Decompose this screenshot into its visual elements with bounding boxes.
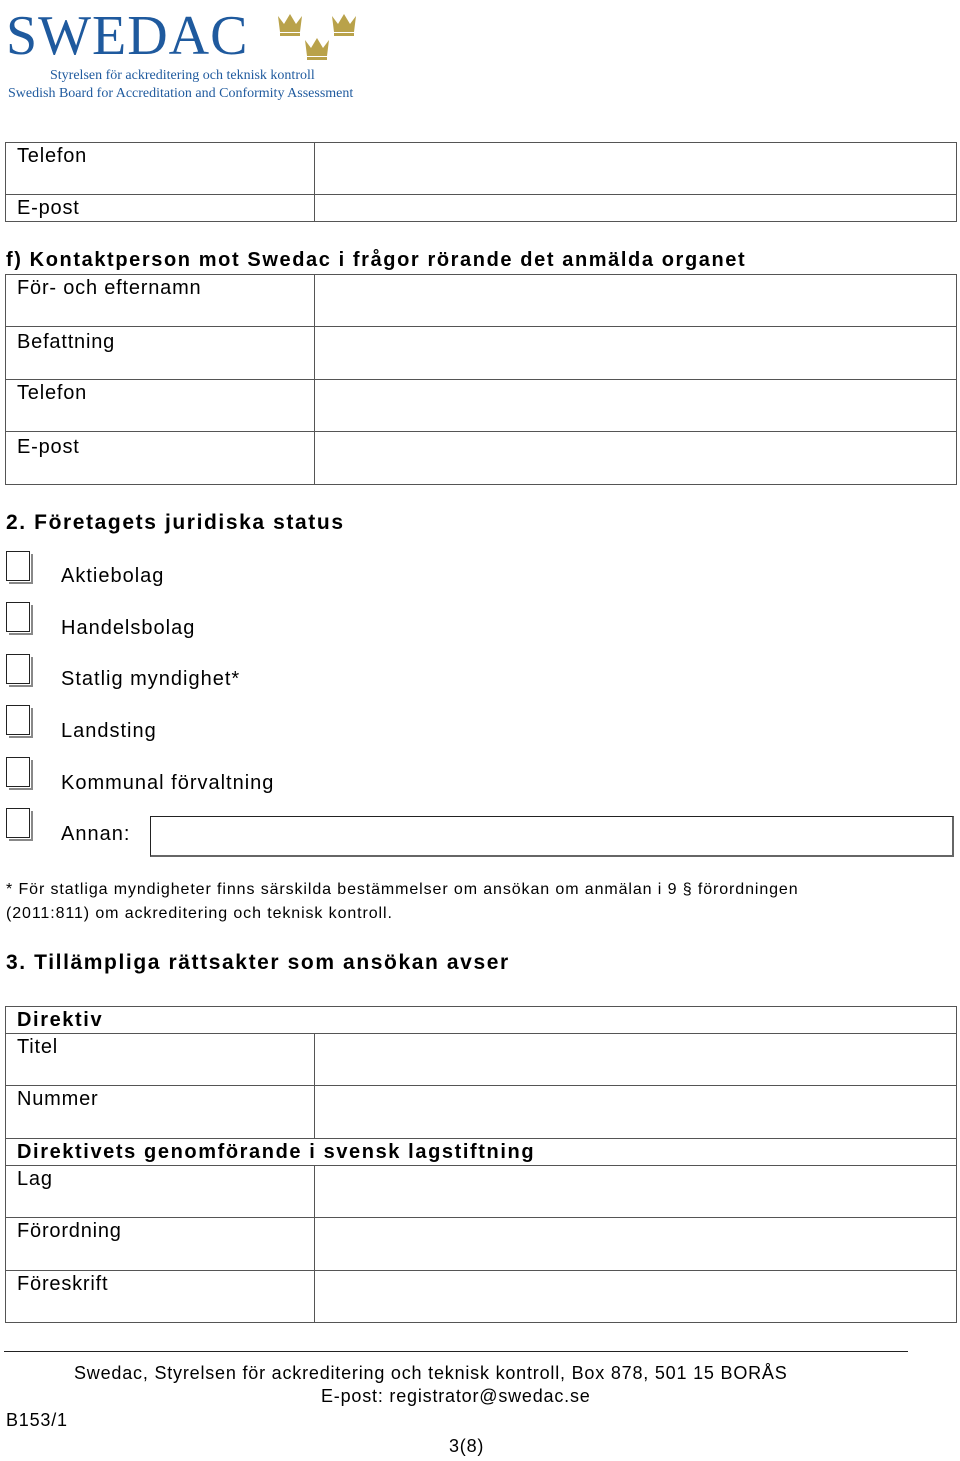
telefon-kontakt-input[interactable] bbox=[315, 380, 956, 431]
option-label: Kommunal förvaltning bbox=[61, 772, 275, 794]
field-label: Lag bbox=[17, 1168, 53, 1190]
annan-input[interactable] bbox=[150, 816, 954, 857]
genomforande-heading: Direktivets genomförande i svensk lagstiftning bbox=[17, 1141, 536, 1163]
nummer-input[interactable] bbox=[315, 1086, 956, 1138]
form-row-telefon-kontakt bbox=[5, 379, 957, 432]
namn-input[interactable] bbox=[315, 275, 956, 326]
form-row-namn bbox=[5, 274, 957, 327]
form-row-foreskrift bbox=[5, 1270, 957, 1323]
foreskrift-input[interactable] bbox=[315, 1271, 956, 1322]
option-label: Handelsbolag bbox=[61, 617, 196, 639]
section-f-heading: f) Kontaktperson mot Swedac i frågor rörande det anmälda organet bbox=[6, 249, 747, 271]
befattning-input[interactable] bbox=[315, 327, 956, 379]
form-row-epost bbox=[5, 194, 957, 222]
genomforande-heading-row bbox=[5, 1138, 957, 1166]
option-label: Statlig myndighet* bbox=[61, 668, 241, 690]
form-row-nummer bbox=[5, 1085, 957, 1139]
field-label: Förordning bbox=[17, 1220, 122, 1242]
form-row-telefon bbox=[5, 142, 957, 195]
option-label: Annan: bbox=[61, 823, 131, 845]
form-row-epost-kontakt bbox=[5, 431, 957, 485]
checkbox-statlig-myndighet[interactable] bbox=[6, 654, 30, 684]
form-code: B153/1 bbox=[6, 1410, 68, 1430]
form-row-titel bbox=[5, 1033, 957, 1086]
field-label: Befattning bbox=[17, 331, 116, 353]
footnote-line-2: (2011:811) om ackreditering och teknisk kontroll. bbox=[6, 905, 393, 922]
forordning-input[interactable] bbox=[315, 1218, 956, 1270]
field-label: E-post bbox=[17, 436, 80, 458]
page-number: 3(8) bbox=[449, 1436, 485, 1456]
section-2-heading: 2. Företagets juridiska status bbox=[6, 511, 345, 534]
logo-subtitle-english: Swedish Board for Accreditation and Conformity Assessment bbox=[8, 86, 354, 101]
section-3-heading: 3. Tillämpliga rättsakter som ansökan avser bbox=[6, 951, 510, 974]
footer-address: Swedac, Styrelsen för ackreditering och teknisk kontroll, Box 878, 501 15 BORÅS bbox=[74, 1363, 788, 1383]
field-label: För- och efternamn bbox=[17, 277, 202, 299]
swedac-logo bbox=[6, 6, 366, 106]
form-row-forordning bbox=[5, 1217, 957, 1271]
form-row-lag bbox=[5, 1165, 957, 1218]
logo-subtitle-swedish: Styrelsen för ackreditering och teknisk kontroll bbox=[50, 68, 315, 83]
three-crowns-icon bbox=[274, 10, 364, 66]
field-label: Telefon bbox=[17, 382, 88, 404]
checkbox-handelsbolag[interactable] bbox=[6, 602, 30, 632]
footer-divider bbox=[4, 1351, 908, 1352]
direktiv-heading-row bbox=[5, 1006, 957, 1034]
field-label: Nummer bbox=[17, 1088, 99, 1110]
footnote-line-1: * För statliga myndigheter finns särskilda bestämmelser om ansökan om anmälan i 9 § förordningen bbox=[6, 881, 799, 898]
field-label: Titel bbox=[17, 1036, 59, 1058]
direktiv-heading: Direktiv bbox=[17, 1009, 104, 1031]
field-label: Telefon bbox=[17, 145, 88, 167]
checkbox-annan[interactable] bbox=[6, 808, 30, 838]
checkbox-landsting[interactable] bbox=[6, 705, 30, 735]
checkbox-kommunal-forvaltning[interactable] bbox=[6, 757, 30, 787]
epost-input[interactable] bbox=[315, 195, 956, 221]
lag-input[interactable] bbox=[315, 1166, 956, 1217]
checkbox-aktiebolag[interactable] bbox=[6, 551, 30, 581]
option-label: Landsting bbox=[61, 720, 157, 742]
footer-email: E-post: registrator@swedac.se bbox=[321, 1386, 591, 1406]
form-row-befattning bbox=[5, 326, 957, 380]
logo-wordmark: SWEDAC bbox=[6, 5, 249, 67]
telefon-input[interactable] bbox=[315, 143, 956, 194]
field-label: E-post bbox=[17, 197, 80, 219]
option-label: Aktiebolag bbox=[61, 565, 165, 587]
field-label: Föreskrift bbox=[17, 1273, 109, 1295]
titel-input[interactable] bbox=[315, 1034, 956, 1085]
epost-kontakt-input[interactable] bbox=[315, 432, 956, 484]
